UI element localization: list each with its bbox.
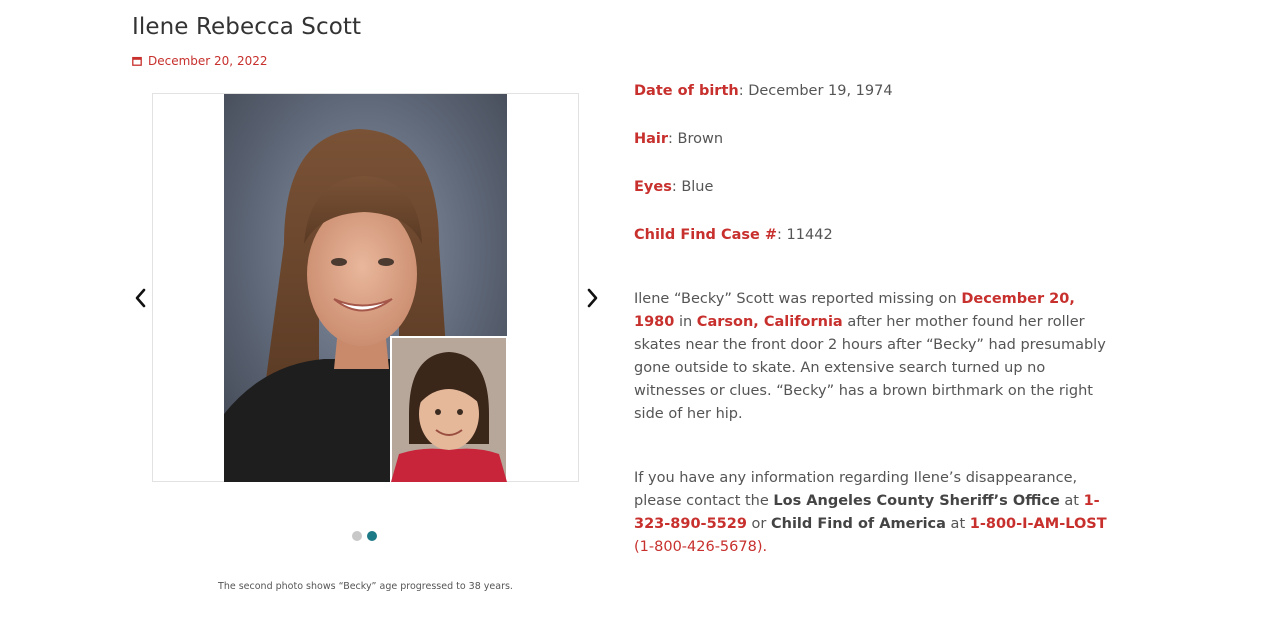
contact-text-2: at [1059,493,1084,509]
chevron-right-icon [587,288,599,308]
org-phone-link[interactable]: 1-800-I-AM-LOST [969,516,1107,532]
hair-label: Hair [634,131,669,147]
slider-dot-1[interactable] [352,531,362,541]
detail-case-number [634,227,833,243]
contact-paragraph [634,467,1108,559]
missing-person-photo [224,94,507,482]
story-text-2: in [674,314,697,330]
detail-date-of-birth [634,83,893,99]
slider-prev-button[interactable] [130,286,150,310]
post-date-text: December 20, 2022 [148,54,268,68]
photo-caption: The second photo shows “Becky” age progressed to 38 years. [218,581,513,592]
detail-eyes [634,179,713,195]
agency-name: Los Angeles County Sheriff’s Office [773,493,1060,509]
calendar-icon [132,56,142,66]
slider-next-button[interactable] [583,286,603,310]
agency-phone-link[interactable]: 1-323-890-5529 [634,493,1100,532]
missing-date: December 20, 1980 [634,291,1075,330]
story-paragraph [634,288,1108,426]
dob-label: Date of birth [634,83,739,99]
contact-text-1: If you have any information regarding Ilene’s disappearance, please contact the [634,470,1078,509]
slider-dot-2[interactable] [367,531,377,541]
contact-text-3: or [746,516,771,532]
photo-slider [152,93,579,482]
dob-value: : December 19, 1974 [738,83,893,99]
story-text-1: Ilene “Becky” Scott was reported missing on [634,291,962,307]
chevron-left-icon [134,288,146,308]
hair-value: : Brown [668,131,724,147]
contact-text-4: at [945,516,970,532]
case-label: Child Find Case # [634,227,778,243]
detail-hair [634,131,723,147]
missing-location: Carson, California [696,314,843,330]
slider-pagination [352,531,377,541]
case-value: : 11442 [777,227,833,243]
post-date [132,54,267,68]
org-name: Child Find of America [771,516,946,532]
story-text-3: after her mother found her roller skates near the front door 2 hours after “Becky” had presumably gone outside to skate. An extensive search turned up no witnesses or clues. “Becky” has a brown birthmark on the right side of her hip. [634,314,1106,422]
eyes-value: : Blue [671,179,714,195]
page-title: Ilene Rebecca Scott [132,14,362,40]
eyes-label: Eyes [634,179,672,195]
org-phone-alt: (1-800-426-5678). [634,539,768,555]
